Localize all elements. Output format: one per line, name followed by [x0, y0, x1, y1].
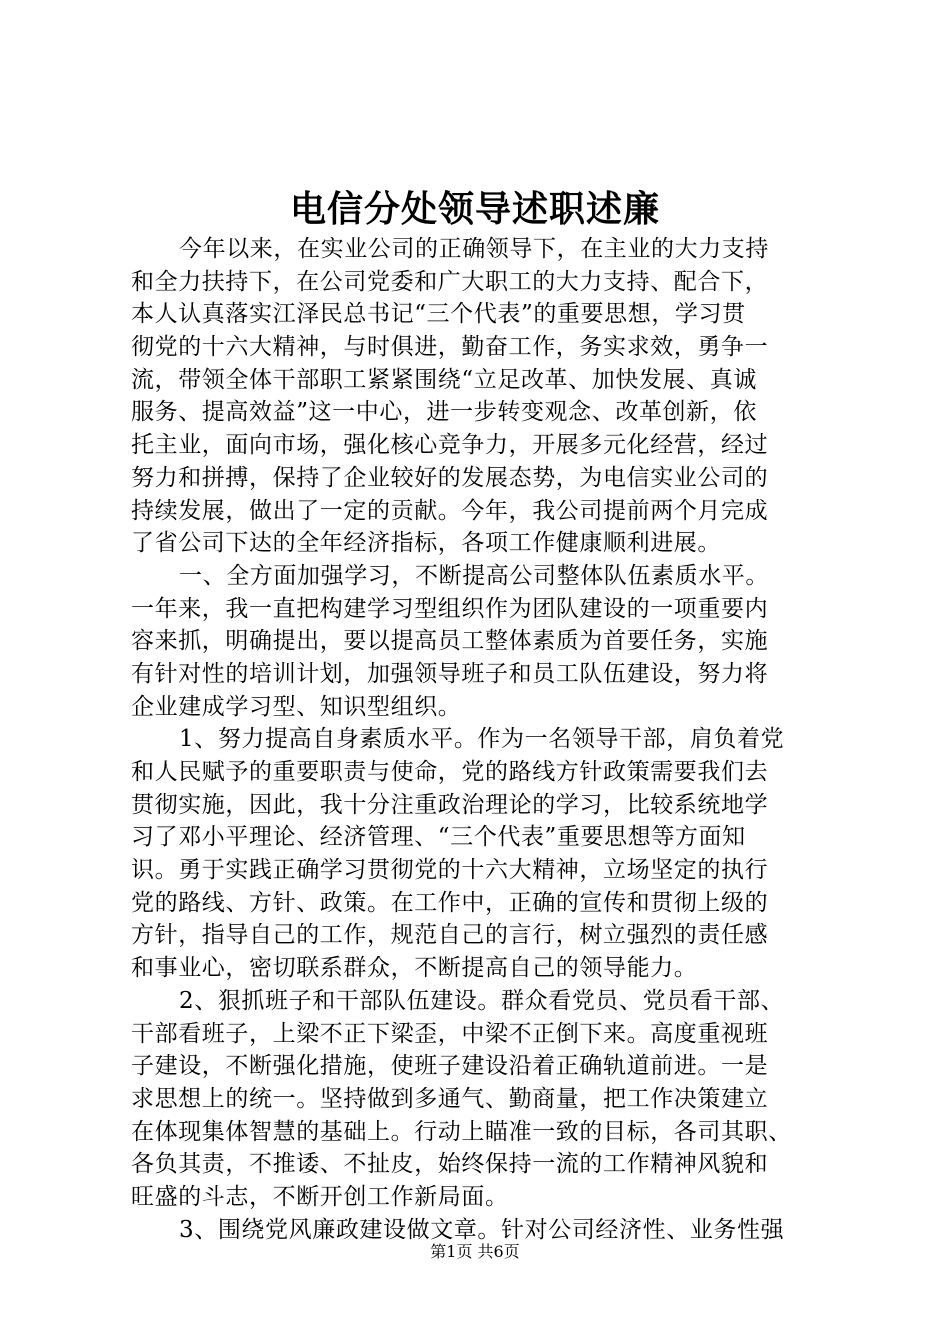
- paragraph-line: 容来抓，明确提出，要以提高员工整体素质为首要任务，实施: [131, 628, 769, 655]
- paragraph-line: 1、努力提高自身素质水平。作为一名领导干部，肩负着党: [179, 726, 785, 753]
- page-footer: 第1页 共6页: [430, 1242, 520, 1261]
- paragraph-line: 了省公司下达的全年经济指标，各项工作健康顺利进展。: [131, 530, 721, 557]
- paragraph-line: 持续发展，做出了一定的贡献。今年，我公司提前两个月完成: [131, 497, 769, 524]
- paragraph-line: 党的路线、方针、政策。在工作中，正确的宣传和贯彻上级的: [131, 889, 769, 916]
- paragraph-line: 本人认真落实江泽民总书记“三个代表”的重要思想，学习贯: [131, 301, 746, 328]
- paragraph-line: 和人民赋予的重要职责与使命，党的路线方针政策需要我们去: [131, 759, 769, 785]
- paragraph-line: 有针对性的培训计划，加强领导班子和员工队伍建设，努力将: [131, 660, 769, 687]
- paragraph-line: 彻党的十六大精神，与时俱进，勤奋工作，务实求效，勇争一: [131, 334, 769, 361]
- paragraph-line: 托主业，面向市场，强化核心竞争力，开展多元化经营，经过: [131, 432, 769, 459]
- paragraph-line: 和事业心，密切联系群众，不断提高自己的领导能力。: [131, 955, 698, 982]
- paragraph-line: 今年以来，在实业公司的正确领导下，在主业的大力支持: [179, 236, 769, 262]
- paragraph-line: 努力和拼搏，保持了企业较好的发展态势，为电信实业公司的: [131, 464, 769, 491]
- paragraph-line: 各负其责，不推诿、不扯皮，始终保持一流的工作精神风貌和: [131, 1151, 769, 1178]
- paragraph-line: 贯彻实施，因此，我十分注重政治理论的学习，比较系统地学: [131, 791, 769, 818]
- page-title: 电信分处领导述职述廉: [289, 188, 660, 230]
- paragraph-line: 2、狠抓班子和干部队伍建设。群众看党员、党员看干部、: [179, 987, 785, 1014]
- paragraph-line: 识。勇于实践正确学习贯彻党的十六大精神，立场坚定的执行: [131, 857, 769, 884]
- paragraph-line: 企业建成学习型、知识型组织。: [131, 693, 462, 720]
- paragraph-line: 干部看班子，上梁不正下梁歪，中梁不正倒下来。高度重视班: [131, 1020, 769, 1047]
- paragraph-line: 求思想上的统一。坚持做到多通气、勤商量，把工作决策建立: [131, 1085, 769, 1112]
- paragraph-line: 子建设，不断强化措施，使班子建设沿着正确轨道前进。一是: [131, 1053, 769, 1080]
- paragraph-line: 和全力扶持下，在公司党委和广大职工的大力支持、配合下，: [131, 268, 769, 295]
- paragraph-line: 旺盛的斗志，不断开创工作新局面。: [131, 1183, 509, 1210]
- document-body: [131, 233, 831, 1246]
- section-heading: 一、全方面加强学习，不断提高公司整体队伍素质水平。: [179, 562, 769, 589]
- paragraph-line: 习了邓小平理论、经济管理、“三个代表”重要思想等方面知: [131, 824, 746, 851]
- paragraph-line: 方针，指导自己的工作，规范自己的言行，树立强烈的责任感: [131, 922, 769, 949]
- paragraph-line: 在体现集体智慧的基础上。行动上瞄准一致的目标，各司其职、: [131, 1118, 792, 1145]
- paragraph-line: 流，带领全体干部职工紧紧围绕“立足改革、加快发展、真诚: [131, 366, 757, 393]
- paragraph-line: 一年来，我一直把构建学习型组织作为团队建设的一项重要内: [131, 595, 769, 622]
- paragraph-line: 服务、提高效益”这一中心，进一步转变观念、改革创新，依: [131, 399, 757, 426]
- paragraph-line: 3、围绕党风廉政建设做文章。针对公司经济性、业务性强: [179, 1216, 785, 1243]
